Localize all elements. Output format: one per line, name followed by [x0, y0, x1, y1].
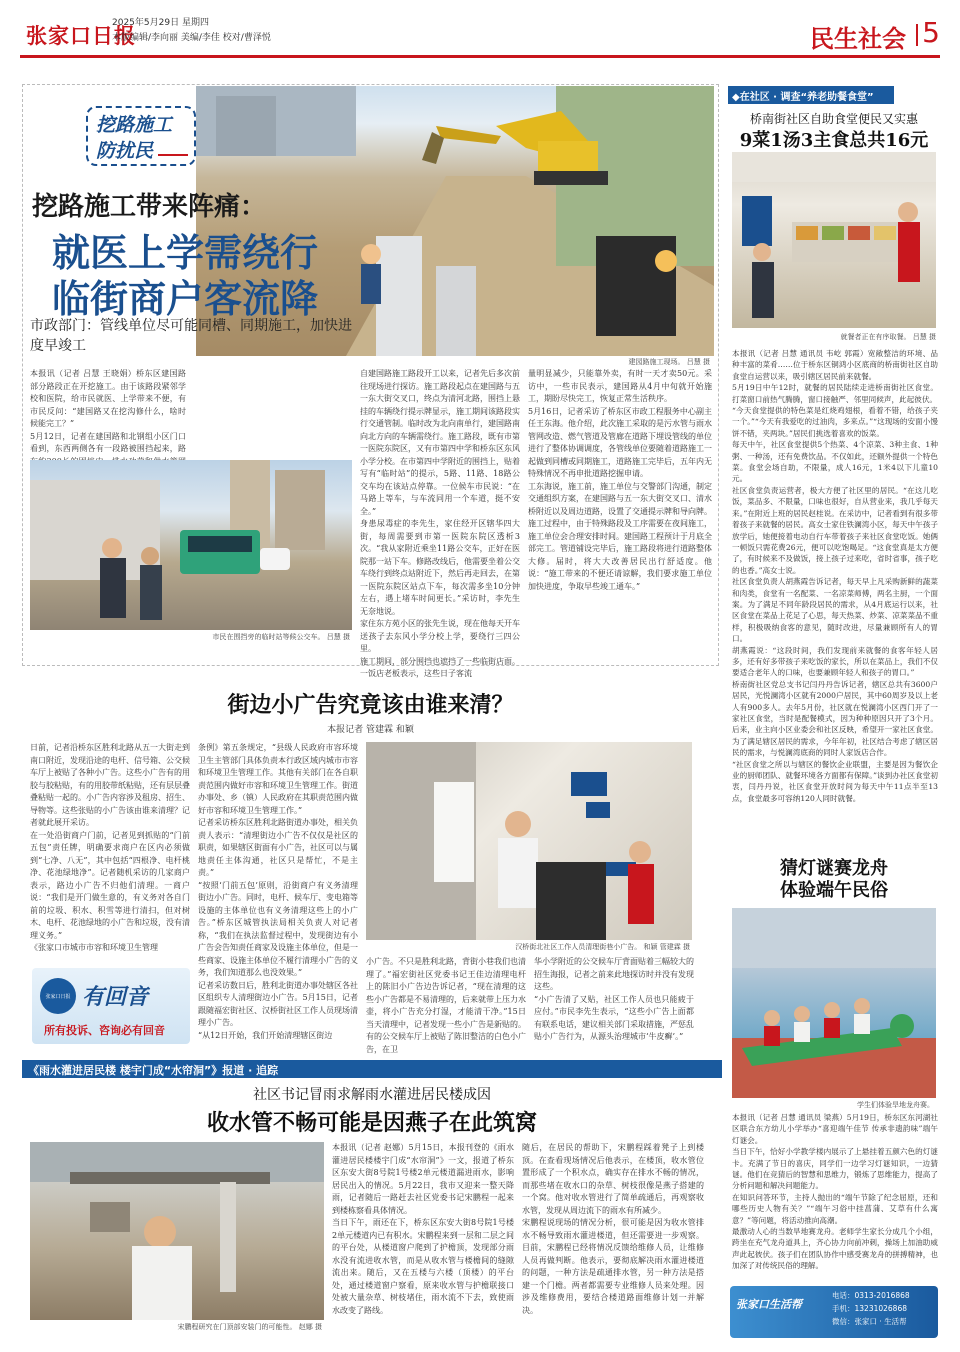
ad-clean-scene-icon [366, 742, 692, 940]
callout-title: 有回音 [82, 985, 149, 1010]
helpline-mobile: 手机：13231026868 [832, 1304, 907, 1313]
water-story-title: 收水管不畅可能是因燕子在此筑窝 [206, 1111, 537, 1136]
main-title-line2: 临街商户客流降 [52, 277, 319, 321]
masthead-divider [916, 24, 918, 46]
bus-stop-scene-icon [30, 460, 352, 630]
main-title-line1: 就医上学需绕行 [52, 231, 319, 275]
ad-story-col3: 小广告。不只是胜利北路，背街小巷我们也清理了。”福宏街社区党委书记王佳边清理电杆上的陈旧小广告边告诉记者，“现在清理的这些小广告都是不易清理的，后来就带上压力水壶，将小广告充分打湿，才能清干净。”15日当天清理中，记者发现一些小广告是新贴的。有的公交候车厅上被贴了陈旧整洁的白色小广告，在卫 [366, 957, 526, 1054]
canteen-kicker: 桥南街社区自助食堂便民又实惠 [749, 112, 918, 126]
ad-clean-photo [366, 742, 692, 940]
construction-photo-caption: 建园路施工现场。 吕慧 摄 [628, 358, 710, 366]
main-subtitle: 市政部门：管线单位尽可能同槽、同期施工，加快进度早竣工 [30, 318, 352, 354]
bus-stop-photo-caption: 市民在围挡旁的临时站等候公交车。 吕慧 摄 [212, 633, 350, 641]
lantern-title-line1: 猜灯谜赛龙舟 [780, 858, 888, 879]
dragon-boat-photo [732, 908, 936, 1098]
badge-line1: 挖路施工 [96, 114, 173, 136]
main-story-col1b [196, 368, 352, 458]
water-story-kicker: 社区书记冒雨求解雨水灌进居民楼成因 [253, 1087, 491, 1103]
helpline-phone: 电话：0313-2016868 [832, 1291, 910, 1300]
ad-story-col1: 日前，记者沿桥东区胜利北路从五一大街走到南口附近，发现沿途的电杆、信号箱、公交候车厅上被贴了各种小广告。这些小广告有的用胶与胶粘贴，有的用胶带纸粘贴，还有层层叠叠粘贴一起的。小广告内容涉及租房、招生、导物等。这些张贴的小广告该由谁来清理？记者就此展开采访。 在一处沿街商户门前，记者见到抓贴的“门前五包”责任牌，明确要求商户在区内必须做到“七净、八无”，其中包括“四根净、电杆桃净、花池绿地净”。记者随机采访的几家商户表示，路边小广告不归他们清理。一商户说：“我们是开门做生意的，有义务对各自门前的垃圾、积水、积雪等进行清扫，但对树木、电杆、花池绿地的小广告和垃圾，没有清理义务。” 《张家口市城市市容和环境卫生管理 [30, 743, 190, 952]
lantern-body: 本报讯（记者 吕慧 通讯员 梁燕）5月19日，桥东区东河湖社区联合东方幼儿小学举办“喜迎端午佳节 传承非遗韵味”端午灯谜会。 当日下午，恰好小学教学楼内展示了上悬挂着五颜六色的灯谜卡。充满了节日的喜庆，同学们一边学习灯谜知识，一边猜谜。他们在竞猜后的智慧和思维力，锻炼了思维能力，提高了分析问题和解决问题能力。 在知识问答环节，主持人抛出的“端午节除了纪念屈原，还和哪些历史人物有关？”“端午习俗中挂菖蒲、艾草有什么寓意？”等问题，将活动推向高潮。 最激动人心的当数旱地赛龙舟。老师学生家长分成几个小组，跨坐在充气龙舟道具上，齐心协力向前冲刺，操场上加油助威声此起彼伏。孩子们在团队协作中感受赛龙舟的拼搏精神，也加深了对传统民俗的理解。 [732, 1113, 938, 1271]
helpline-brand: 张家口生活帮 [736, 1298, 802, 1311]
lantern-title-line2: 体验端午民俗 [780, 880, 888, 901]
canteen-scene-icon [732, 152, 936, 328]
callout-brand: 张家口日报 [45, 994, 71, 1000]
main-title-lead: 挖路施工带来阵痛： [32, 192, 267, 222]
ad-clean-photo-caption: 汉桥街北社区工作人员清理街巷小广告。 和颖 管建霖 摄 [515, 943, 690, 951]
badge-line2: 防扰民 [96, 140, 154, 162]
canteen-photo [732, 152, 936, 328]
callout-logo-icon [40, 978, 76, 1014]
callout-subtitle: 所有投诉、咨询必有回音 [44, 1024, 165, 1037]
canteen-title: 9菜1汤3主食总共16元 [739, 130, 929, 151]
water-pipe-photo-caption: 宋鹏程研究在门顶部安装门的可能性。 赵娜 摄 [177, 1323, 322, 1331]
dragon-boat-scene-icon [732, 908, 936, 1098]
ad-story-col4: 华小学附近的公交候车厅背面贴着三幅较大的招生海报，记者之前来此地探访时并没有发现这些。 “小广告清了又贴，社区工作人员也只能疲于应付。”市民李先生表示，“这些小广告上面都有联系电话，建议相关部门采取措施，严惩乱贴小广告行为，从源头治理城市‘牛皮癣’。” [534, 957, 694, 1041]
pulse-line-icon [158, 146, 188, 156]
water-pipe-photo [30, 1142, 324, 1320]
main-story-col3: 量明显减少，只能靠外卖，有时一天才卖50元。采访中，一些市民表示，建国路从4月中旬就开始施工，期盼尽快完工，恢复正常生活秩序。 5月16日，记者采访了桥东区市政工程服务中心副主任王东海。他介绍，此次施工采取的是污水管与雨水管网改造、燃气管道及管廊在道路下埋设管线的单位进行了整体协调调度，各管线单位要随着道路施工一起做到同槽或同期施工，道路施工完毕后，五年内无特殊情况不再申批道路挖掘申请。 工东海说，施工前，施工单位与交警部门沟通，制定交通组织方案，在建国路与五一东大街交叉口、清水桥附近以及周边道路，设置了交通提示牌和导向牌。施工过程中，由于特殊路段及工序需要在夜间施工，施工单位会合理安排时间。建国路工程预计于月底全部完工。管道铺设完毕后，施工路段将进行道路整体大修。届时，将大大改善居民出行舒适度。他说：“施工带来的不便还请谅解，我们要求施工单位加快进度，争取早些竣工通车。” [528, 369, 712, 591]
masthead-logo: 张家口日报 [26, 23, 136, 48]
canteen-photo-caption: 就餐者正在有序取餐。 吕慧 摄 [840, 333, 936, 341]
water-story-col2: 随后，在居民的帮助下，宋鹏程踩着凳子上到楼顶。在查看现场情况后他表示，在楼顶，收水管位置形成了一个积水点，确实存在排水不畅的情况，而那些堵在收水口的杂草、树枝很像是燕子搭建的一个窝。他对收水管进行了简单疏通后，再观察收水管，发现从周边流下的雨水有所减少。 宋鹏程说现场的情况分析，很可能是因为收水管排水不畅导致雨水灌进楼道，但还需要进一步观察。目前，宋鹏程已经将情况反馈给维修人员，让维修人员再做判断。他表示，要彻底解决雨水灌进楼道的问题，一种方法是疏通排水管，另一种方法是搭建一个门檐。两者都需要专业维修人员来处理。因涉及维修费用，要结合楼道路面维修计划一并解决。 [522, 1143, 704, 1315]
canteen-body: 本报讯（记者 吕慧 通讯员 韦屹 郭霞）宽敞整洁的环境、品种丰富的菜肴……位于桥东区铜鸿小区底商的桥南街社区自助食堂自运营以来，吸引辖区居民前来就餐。 5月19日中午12时，就餐的居民陆续走进桥南街社区食堂。打菜窗口前热气腾腾，窗口接触严、邻里同候声，此起彼伏。 “今天食堂提供的特色菜是红烧鸡翅根，看着不错，给孩子夹一个。”“今天有我爱吃的过油肉，多来点。”“这现场的安面小馒饼不错，夹两块。”居民们挑选着喜欢的饭菜。 每天中午，社区食堂提供5个热菜、4个凉菜、3种主食、1种粥、一种汤，还有免费饮品。不仅如此，还额外提供一个特色菜。食堂会场自助，不限量，成人16元，1米4以下儿童10元。 社区食堂负责运营者，极大方便了社区里的居民。“在这儿吃饭，菜品多、不限量，口味也很好，自从营业来，我几乎每天来。”在附近上班的居民赵桂说。在采访中，记者看到有很多带着孩子来就餐的居民。高女士家住铁澜湾小区，每天中午孩子放学后，她便接着电动自行车带着孩子来社区食堂吃饭。她俩一顿饭只需花费26元，便可以吃饱喝足。“这食堂真是太方便了，有时候来不及做饭，接上孩子过来吃，省时省事，孩子吃的也香。”高女士说。 社区食堂负责人胡燕霞告诉记者，每天早上凡采购新鲜的蔬菜和肉类，食堂有一名配菜、一名凉菜师傅，两名主厨，一个面案。为了满足不同年龄段居民的需求，从4月底运行以来，社区食堂在菜品上花足了心思，每天热菜、炒菜、凉菜菜品不重样，积极吸纳食客的意见，随时改进，尽量兼顾所有人的胃口。 胡燕霞说：“这段时间，我们发现前来就餐的食客年轻人居多，还有好多带孩子来吃饭的家长，所以在菜品上，我们不仅要适合老年人的口味，也要兼顾年轻人和孩子的胃口。” 桥南街社区党总支书记闫丹丹告诉记者，辖区总共有3600户居民，光悦澜湾小区就有2000户居民，其中60周岁及以上老人有900多人。去年5月份，社区就在悦澜湾小区西门开了一家社区食堂，当时是配餐模式，因为种种原因只开了3个月。后来，业主向小区业委会和社区反映，希望开一家社区食堂。为了满足辖区居民的需求，今年年初，社区结合考虑了辖区居民的需求，与悦澜湾底商的同时人家饭店合作。 “社区食堂之所以与辖区的餐饮企业联盟，主要是因为餐饮企业的厨师团队、就餐环境各方面都有保障。”谈到办社区食堂初衷，闫丹丹说，社区食堂开放时间为每天中午11点半至13点，食堂最多可容纳120人同时就餐。 [732, 349, 938, 803]
main-story-col1: 本报讯（记者 吕慧 王晓娟）桥东区建国路部分路段正在开挖施工。由于该路段紧邻学校和医院，给市民就医、上学带来不便，有市民反问：“建国路又在挖沟修什么，啥时候能完工？” 5月12日，记者在建国路和北钢组小区门口看到，东西两侧各有一段路被围挡起来，路 [30, 369, 186, 453]
water-story-col1: 本报讯（记者 赵娜）5月15日，本报刊登的《雨水灌进居民楼楼宇门成“水帘洞”》一文，报道了桥东区东安大街8号院1号楼2单元楼道漏进雨水，影响居民出入的情况。5月22日，我市又迎来一整天降雨，记者随后一路赶去社区党委书记宋鹏程一起来到楼栋察看具体情况。 当日下午，雨还在下，桥东区东安大街8号院1号楼2单元楼道内已有积水。宋鹏程来到一层和二层之间的平台处，从楼道窗户爬到了护檐顶，发现部分雨水没有流进收水管，而是从收水管与楼檐间的缝隙流出来。随后，又在五楼与六楼（顶楼）的平台处，通过楼道窗户察看，原来收水管与护檐联接口处被大量杂草、树枝堵住，雨水流不下去，致使雨水改变了路线。 [332, 1143, 514, 1315]
ad-story-col2: 条例》第五条规定，“县级人民政府市容环境卫生主管部门具体负责本行政区域内城市市容和环境卫生管理工作。其他有关部门在各自职责范围内做好市容和环境卫生管理工作。街道办事处、乡（镇）人民政府在其职责范围内做好市容和环境卫生管理工作。” 记者采访桥东区胜利北路街道办事处，相关负责人表示：“清理街边小广告不仅仅是社区的职责，如果辖区街面有小广告，社区可以与属地责任主体沟通，社区只是帮忙，不是主责。” “按照‘门前五包’原则，沿街商户有义务清理街边小广告。同时，电杆、候车厅、变电箱等设施的主体单位也有义务清理这些上的小广告。”桥东区城管执法局相关负责人对记者称，“我们在执法监督过程中，发现街边有小广告会告知责任商家及设施主体单位，但是一些商家、设施主体单位不履行清理小广告的义务，我们知道那么也没效果。” 记者采访数日后，胜利北街道办事处辖区各社区组织专人清理街边小广告。5月15日，记者跟随福宏街社区、汉桥街社区工作人员现场清理小广告。 “从12日开始，我们开始清理辖区街边 [198, 743, 358, 1040]
dragon-boat-photo-caption: 学生们体验旱地龙舟赛。 [857, 1101, 934, 1109]
water-pipe-scene-icon [30, 1142, 324, 1320]
water-story-tag: 《雨水灌进居民楼 楼宇门成“水帘洞”》报道 · 追踪 [28, 1064, 279, 1077]
section-title: 民生社会 [810, 25, 906, 53]
canteen-tag: ◆在社区 · 调查“养老助餐食堂” [732, 92, 874, 103]
helpline-wechat: 微信：张家口 · 生活帮 [832, 1317, 907, 1326]
main-story-col2: 自建国路施工路段开工以来，记者先后多次前往现场进行探访。施工路段起点在建国路与五一东大街交叉口，终点为清河北路，围挡上悬挂的车辆绕行提示牌显示，施工期间该路段实行交通管制。临时改为北向南单行，建国路南向北方向的车辆需绕行。施工路段，既有市第一医院东院区，又有市第四中学和桥东区东风小学分校。在市第四中学附近的围挡上，贴着写有“临时站”的提示，5路、11路、18路公交车均在该站点停靠。一位候车市民说：“在马路上等车，与车流同用一个车道，挺不安全。” 身患尿毒症的李先生，家住经开区辖华四大街，每周需要到市第一医院东院区透析3次。“我从家附近乘坐11路公交车，正好在医院那一站下车。修路改线后，他需要坐着公交车绕行到终点站附近下，然后再走回去，在第一医院东院区站点下车，每次需多坐10分钟左右，遇上堵车时间更长。”采访时，李先生无奈地说。 家住东方苑小区的张先生说，现在他每天开车送孩子去东风小学分校上学，要绕行三四公里。 施工期间，部分围挡也遮挡了一些临街店面。一饭店老板表示，这些日子客流 [360, 369, 520, 678]
bus-stop-photo [30, 460, 352, 630]
ad-story-title: 街边小广告究竟该由谁来清？ [227, 693, 514, 718]
masthead-staff: 本版编辑/李向丽 美编/李佳 校对/曹泽悦 [112, 33, 271, 43]
page-number: 5 [922, 16, 940, 49]
masthead-rule [20, 55, 940, 58]
masthead-info [112, 16, 271, 46]
masthead-date: 2025年5月29日 星期四 [112, 18, 209, 28]
ad-story-byline: 本报记者 管建霖 和颖 [327, 725, 414, 735]
